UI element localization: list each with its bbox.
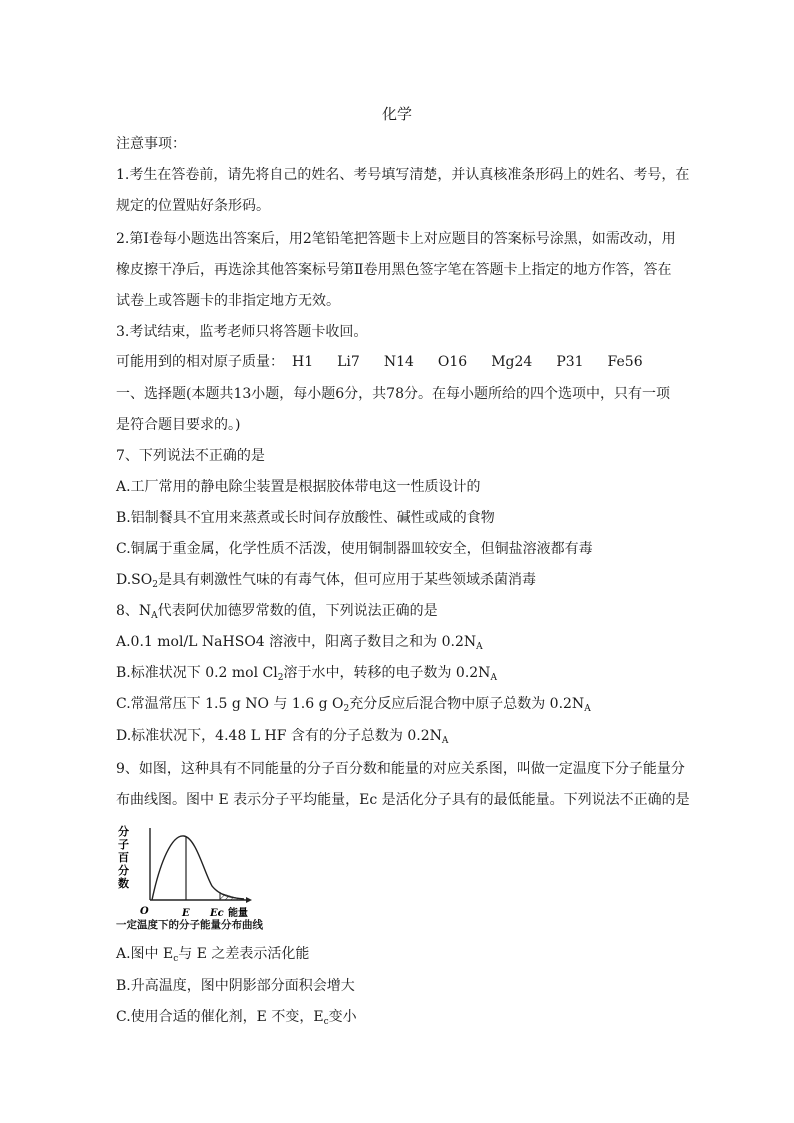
question-9-stem-line1: 9、如图，这种具有不同能量的分子百分数和能量的对应关系图，叫做一定温度下分子能量分	[116, 761, 685, 777]
section-heading-cont: 是符合题目要求的。)	[116, 417, 241, 433]
question-7-option-c: C.铜属于重金属，化学性质不活泼，使用铜制器皿较安全，但铜盐溶液都有毒	[116, 541, 593, 557]
x-axis-arrow	[246, 897, 252, 903]
notice-heading: 注意事项：	[116, 136, 186, 152]
question-9-stem-line2: 布曲线图。图中 E 表示分子平均能量，Ec 是活化分子具有的最低能量。下列说法不正确的是	[116, 792, 690, 808]
atomic-mass-item: N14	[383, 354, 414, 370]
question-9-option-b: B.升高温度，图中阴影部分面积会增大	[116, 978, 355, 994]
atomic-masses-label: 可能用到的相对原子质量：	[116, 354, 284, 370]
question-8-option-d: D.标准状况下，4.48 L HF 含有的分子总数为 $0.2N_A$	[116, 728, 449, 746]
question-7-stem: 7、下列说法不正确的是	[116, 448, 265, 464]
notice-line: 规定的位置贴好条形码。	[116, 198, 270, 214]
notice-line: 橡皮擦干净后，再选涂其他答案标号第Ⅱ卷用黑色签字笔在答题卡上指定的地方作答，答在	[116, 262, 672, 278]
atomic-mass-item: Li7	[337, 354, 360, 370]
question-8-option-b: B.标准状况下 0.2 mol $Cl_2$溶于水中，转移的电子数为 $0.2N_A$	[116, 665, 497, 683]
figure-caption: 一定温度下的分子能量分布曲线	[116, 919, 263, 931]
y-label-char: 分	[118, 825, 129, 838]
atomic-mass-item: H1	[292, 354, 314, 370]
atomic-mass-item: P31	[556, 354, 584, 370]
y-label-char: 分	[118, 864, 129, 877]
y-label-char: 子	[118, 838, 129, 851]
atomic-masses	[116, 352, 667, 372]
question-7-option-d: $D.SO_2$是具有刺激性气味的有毒气体，但可应用于某些领域杀菌消毒	[116, 572, 536, 590]
section-heading: 一、选择题(本题共13小题，每小题6分，共78分。在每小题所给的四个选项中，只有一项	[116, 386, 670, 402]
question-8-option-a: A.0.1 mol/L NaHSO4 溶液中，阳离子数目之和为 $0.2N_A$	[116, 634, 483, 652]
page-title: 化学	[381, 105, 412, 123]
notice-line: 3.考试结束，监考老师只将答题卡收回。	[116, 324, 368, 340]
question-8-option-c: C.常温常压下 1.5 g NO 与 1.6 g $O_2$充分反应后混合物中原子总数为 $0.2N_A$	[116, 696, 591, 714]
atomic-mass-item: O16	[437, 354, 468, 370]
ec-label: Ec	[210, 908, 224, 919]
question-9-option-a: A.图中 $E_c$与 E 之差表示活化能	[116, 946, 310, 964]
y-label-char: 百	[118, 851, 129, 864]
atomic-mass-item: Mg24	[491, 354, 533, 370]
x-axis-label: 能量	[228, 908, 248, 919]
question-9-option-c: C.使用合适的催化剂，E 不变，$E_c$变小	[116, 1009, 357, 1027]
e-label: E	[182, 908, 190, 919]
notice-line: 试卷上或答题卡的非指定地方无效。	[116, 293, 340, 309]
question-8-stem: 8、$N_A$代表阿伏加德罗常数的值，下列说法正确的是	[116, 603, 438, 621]
question-7-option-b: B.铝制餐具不宜用来蒸煮或长时间存放酸性、碱性或咸的食物	[116, 510, 495, 526]
question-7-option-a: A.工厂常用的静电除尘装置是根据胶体带电这一性质设计的	[116, 479, 481, 495]
distribution-curve	[152, 836, 244, 900]
notice-line: 1.考生在答卷前，请先将自己的姓名、考号填写清楚，并认真核准条形码上的姓名、考号，在	[116, 167, 690, 183]
atomic-mass-item: Fe56	[607, 354, 643, 370]
notice-line: 2.第Ⅰ卷每小题选出答案后，用2笔铅笔把答题卡上对应题目的答案标号涂黑，如需改动，用	[116, 231, 676, 247]
origin-label: O	[140, 906, 149, 917]
y-label-char: 数	[118, 877, 129, 890]
